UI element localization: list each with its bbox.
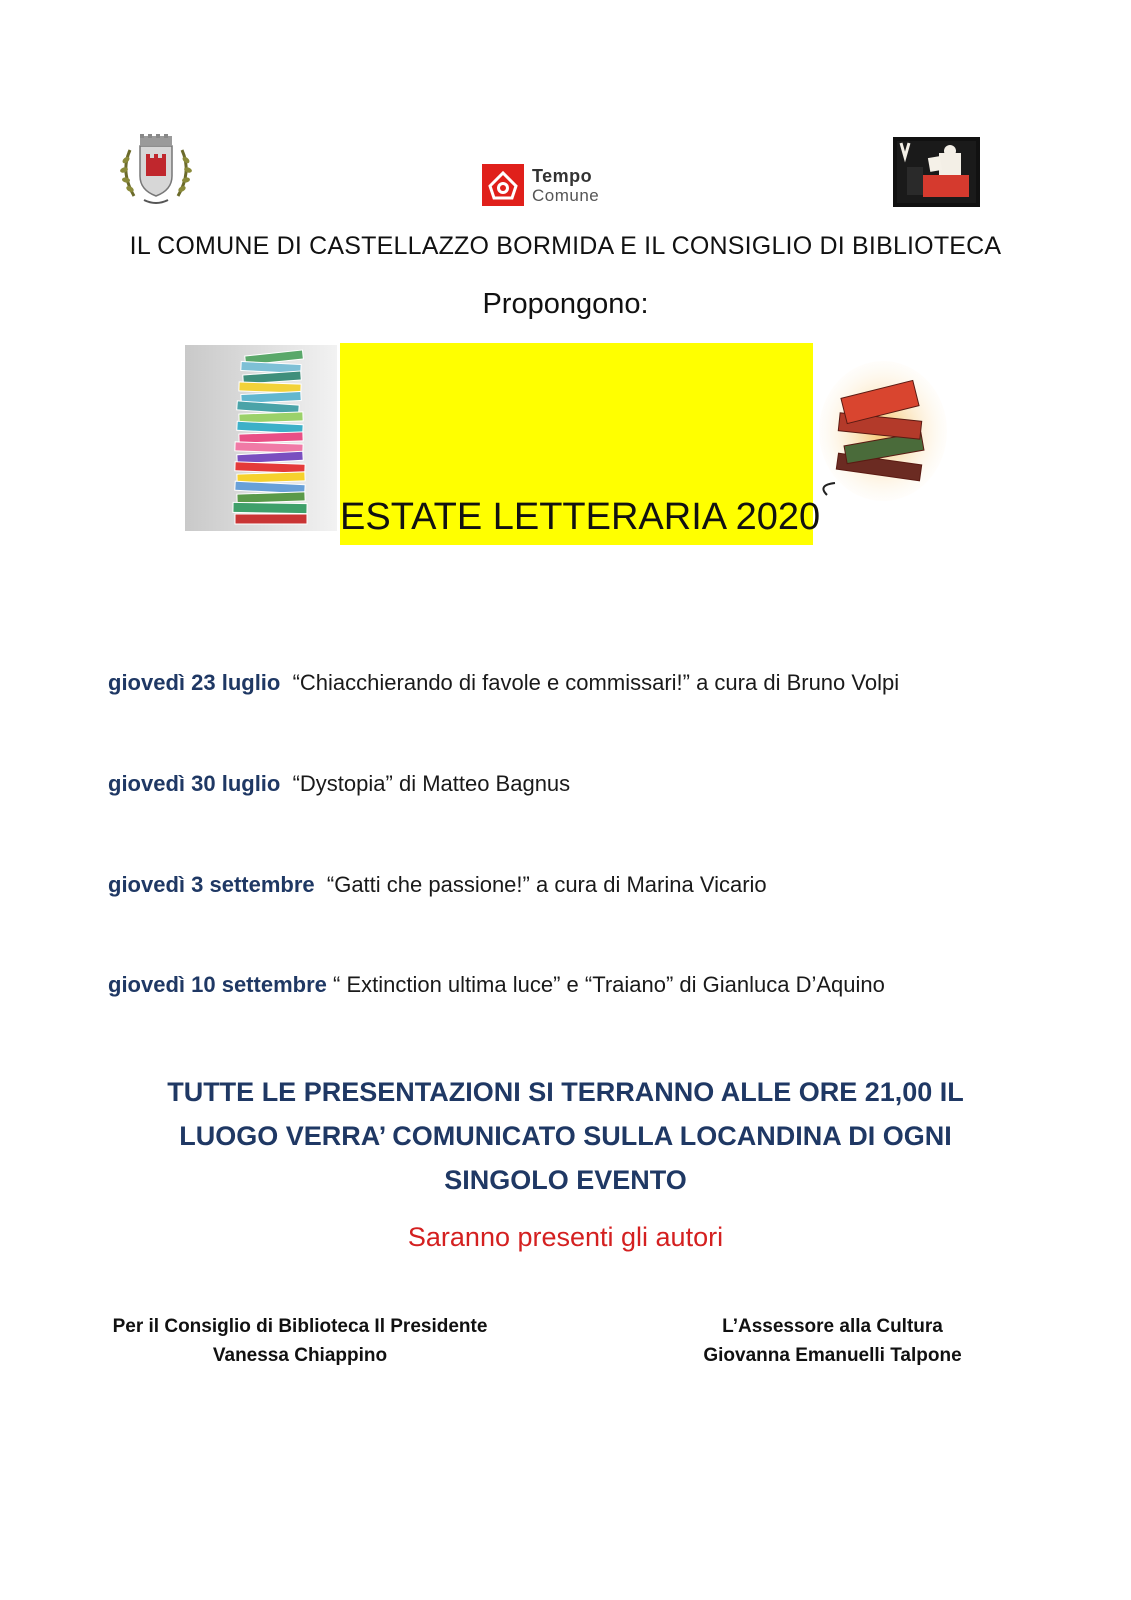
signature-name: Giovanna Emanuelli Talpone [703, 1345, 962, 1366]
event-description: “Gatti che passione!” a cura di Marina Vicario [326, 872, 767, 897]
event-date: giovedì 10 settembre [108, 972, 327, 997]
organizers-heading: IL COMUNE DI CASTELLAZZO BORMIDA E IL CONSIGLIO DI BIBLIOTECA [129, 232, 1002, 260]
signature-role: Per il Consiglio di Biblioteca Il Presidente [112, 1316, 488, 1337]
red-books-stack-image [817, 355, 947, 507]
president-signature [100, 1312, 500, 1370]
event-series-title: ESTATE LETTERARIA 2020 [340, 496, 821, 538]
authors-present-note: Saranno presenti gli autori [407, 1222, 724, 1252]
event-date: giovedì 30 luglio [108, 771, 281, 796]
signature-name: Vanessa Chiappino [212, 1345, 388, 1366]
tempo-logo-text: Tempo [532, 166, 593, 186]
event-description: “Dystopia” di Matteo Bagnus [292, 771, 571, 796]
propose-heading: Propongono: [482, 288, 649, 320]
comune-logo-text: Comune [532, 186, 600, 205]
event-row [108, 771, 570, 797]
notice-line: TUTTE LE PRESENTAZIONI SI TERRANNO ALLE ORE 21,00 IL [167, 1077, 964, 1107]
municipal-crest-logo [116, 132, 196, 208]
event-row [108, 972, 885, 998]
event-row [108, 670, 899, 696]
colorful-book-stack-image [185, 345, 337, 531]
event-date: giovedì 3 settembre [108, 872, 315, 897]
event-date: giovedì 23 luglio [108, 670, 281, 695]
tempo-comune-logo [482, 164, 617, 208]
notice-line: LUOGO VERRA’ COMUNICATO SULLA LOCANDINA DI OGNI [179, 1121, 952, 1151]
event-description: “Chiacchierando di favole e commissari!” a cura di Bruno Volpi [292, 670, 900, 695]
event-description: “ Extinction ultima luce” e “Traiano” di Gianluca D’Aquino [333, 972, 885, 997]
assessor-signature [665, 1312, 1000, 1370]
notice-line: SINGOLO EVENTO [444, 1165, 687, 1195]
schedule-notice [0, 1070, 1131, 1202]
signature-role: L’Assessore alla Cultura [722, 1316, 943, 1337]
event-row [108, 872, 767, 898]
library-logo [893, 137, 980, 207]
